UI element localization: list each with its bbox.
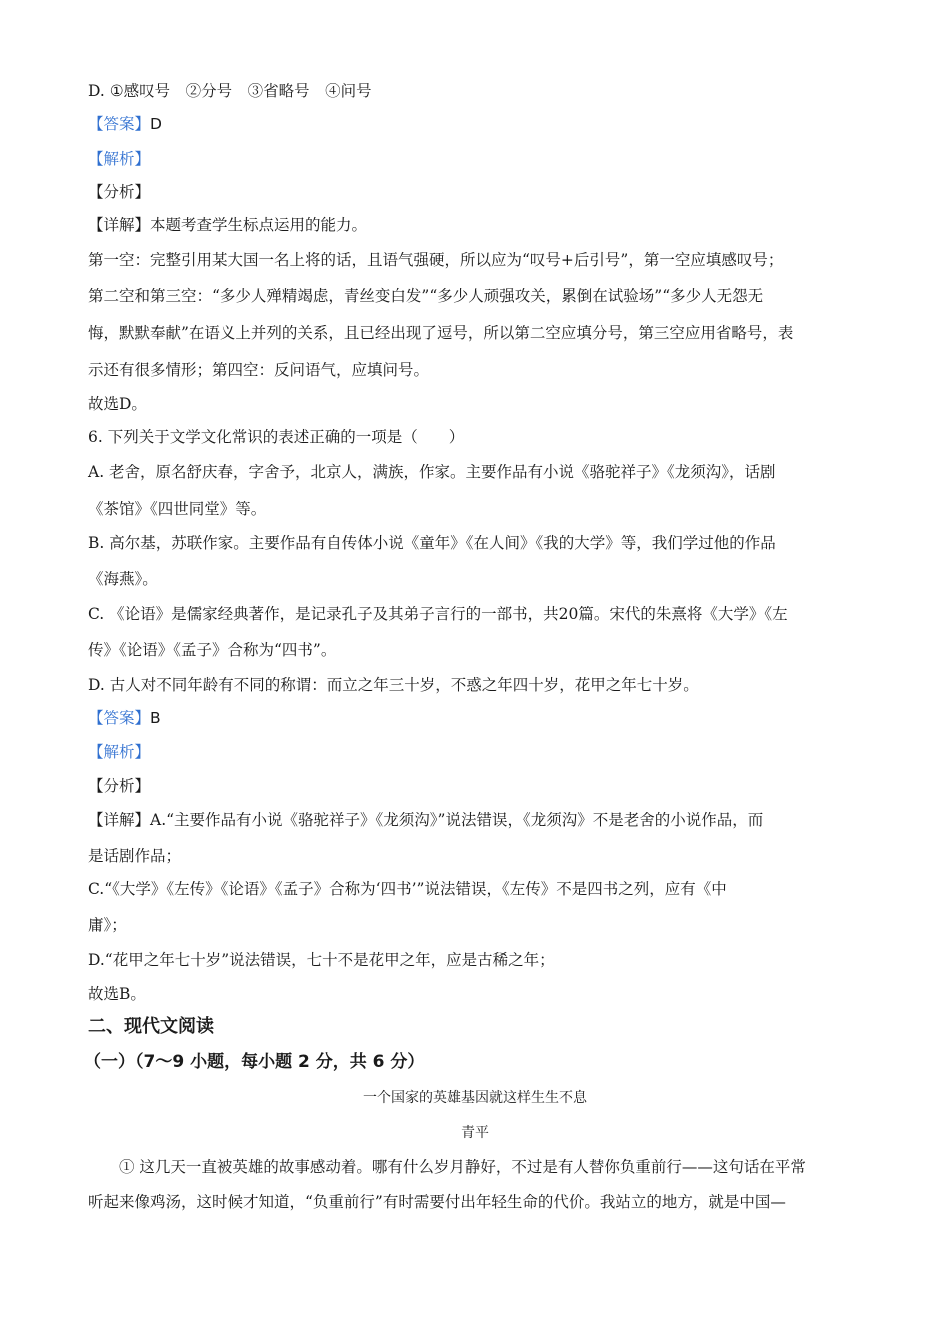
q5-fenxi-label: 【分析】 bbox=[88, 183, 151, 201]
q6-option-line: 《茶馆》《四世同堂》等。 bbox=[88, 500, 267, 518]
section-subtitle: （一）（7～9 小题，每小题 2 分，共 6 分） bbox=[84, 1052, 425, 1072]
q5-detail-line: 故选D。 bbox=[88, 395, 147, 413]
q6-option-line: C. 《论语》是儒家经典著作，是记录孔子及其弟子言行的一部书，共20篇。宋代的朱熹将《大学》《左 bbox=[88, 605, 788, 623]
q5-detail-line: 第一空：完整引用某大国一名上将的话，且语气强硬，所以应为“叹号+后引号”，第一空应填感叹号； bbox=[88, 251, 784, 269]
article-author: 青平 bbox=[461, 1125, 489, 1141]
article-title: 一个国家的英雄基因就这样生生不息 bbox=[363, 1090, 587, 1106]
q6-detail-line: 是话剧作品； bbox=[88, 847, 182, 865]
q6-answer bbox=[88, 708, 161, 728]
q6-detail-line: D.“花甲之年七十岁”说法错误，七十不是花甲之年，应是古稀之年； bbox=[88, 951, 555, 969]
answer-value: B bbox=[150, 709, 161, 727]
q5-option-d: D. ①感叹号 ②分号 ③省略号 ④问号 bbox=[88, 82, 372, 100]
q6-option-line: D. 古人对不同年龄有不同的称谓：而立之年三十岁，不惑之年四十岁，花甲之年七十岁。 bbox=[88, 676, 699, 694]
q5-detail-line: 【详解】本题考查学生标点运用的能力。 bbox=[88, 216, 368, 234]
article-paragraph-line: ① 这几天一直被英雄的故事感动着。哪有什么岁月静好，不过是有人替你负重前行——这句话在平常 bbox=[88, 1158, 806, 1176]
q5-detail-line: 示还有很多情形；第四空：反问语气，应填问号。 bbox=[88, 361, 430, 379]
q6-detail-line: 【详解】A.“主要作品有小说《骆驼祥子》《龙须沟》”说法错误，《龙须沟》不是老舍的小说作品，而 bbox=[88, 811, 764, 829]
q6-fenxi-label: 【分析】 bbox=[88, 777, 151, 795]
q6-option-line: A. 老舍，原名舒庆春，字舍予，北京人，满族，作家。主要作品有小说《骆驼祥子》《龙须沟》，话剧 bbox=[88, 463, 776, 481]
q6-detail-line: C.“《大学》《左传》《论语》《孟子》合称为‘四书’”说法错误，《左传》不是四书之列，应有《中 bbox=[88, 880, 727, 898]
q6-stem: 6. 下列关于文学文化常识的表述正确的一项是（ ） bbox=[88, 428, 465, 446]
answer-label: 【答案】 bbox=[88, 709, 151, 727]
q5-detail-line: 第二空和第三空：“多少人殚精竭虑，青丝变白发”“多少人顽强攻关，累倒在试验场”“多少人无怨无 bbox=[88, 287, 764, 305]
q6-detail-line: 庸》； bbox=[88, 916, 127, 934]
q6-detail-line: 故选B。 bbox=[88, 985, 146, 1003]
q5-detail-line: 悔，默默奉献”在语义上并列的关系，且已经出现了逗号，所以第二空应填分号，第三空应用省略号，表 bbox=[88, 324, 794, 342]
article-paragraph-line: 听起来像鸡汤，这时候才知道，“负重前行”有时需要付出年轻生命的代价。我站立的地方，就是中国— bbox=[88, 1193, 786, 1211]
q6-analysis-label: 【解析】 bbox=[88, 743, 151, 761]
q6-option-line: 传》《论语》《孟子》合称为“四书”。 bbox=[88, 641, 337, 659]
q5-analysis-label: 【解析】 bbox=[88, 150, 151, 168]
answer-label: 【答案】 bbox=[88, 115, 151, 133]
section-title: 二、现代文阅读 bbox=[88, 1016, 214, 1037]
q5-answer bbox=[88, 114, 162, 134]
answer-value: D bbox=[150, 115, 162, 133]
q6-option-line: B. 高尔基，苏联作家。主要作品有自传体小说《童年》《在人间》《我的大学》等，我们学过他的作品 bbox=[88, 534, 776, 552]
q6-option-line: 《海燕》。 bbox=[88, 570, 158, 588]
